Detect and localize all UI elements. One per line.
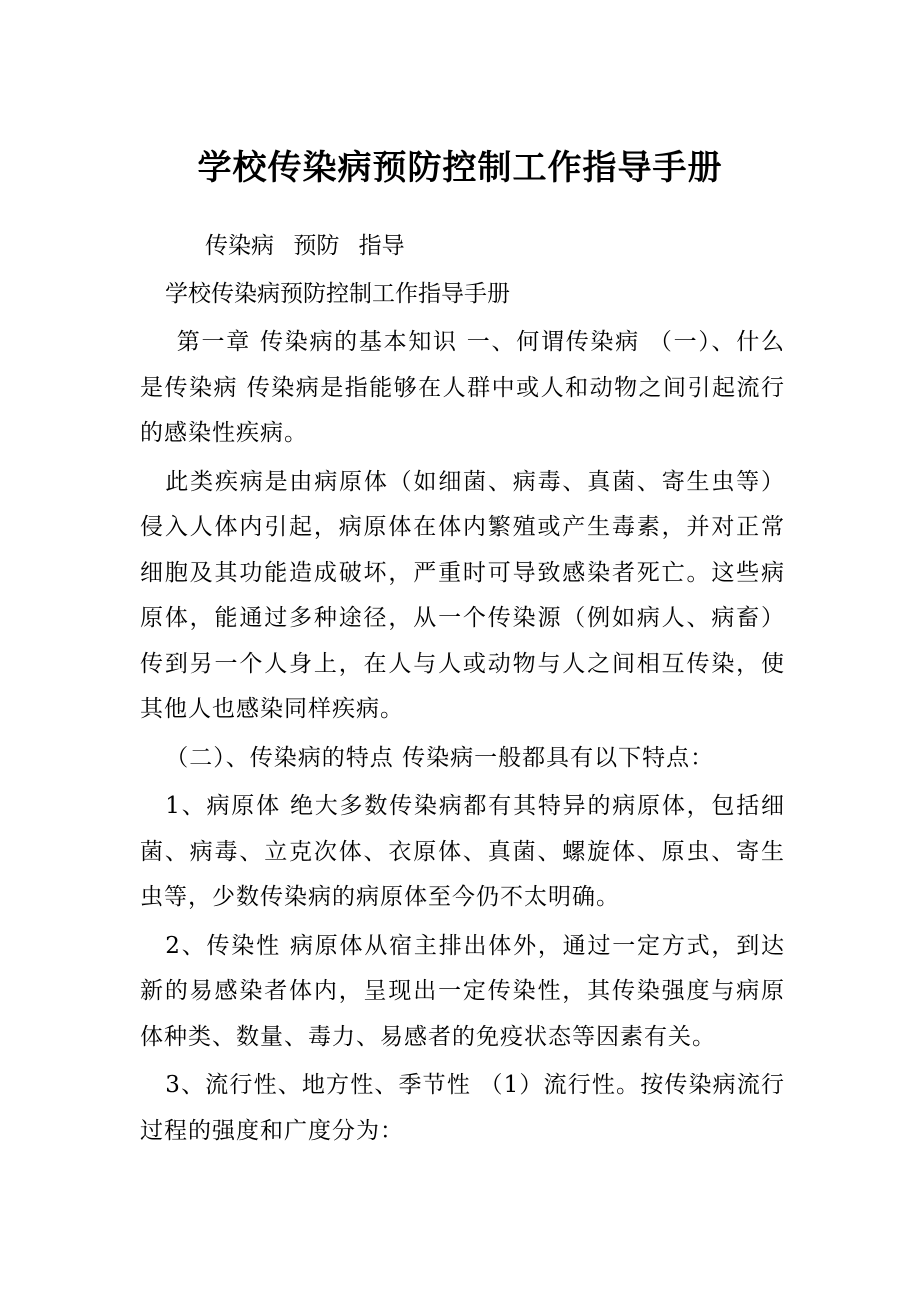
document-title: 学校传染病预防控制工作指导手册 [197, 148, 723, 188]
document-body [140, 320, 785, 1157]
paragraph: 2、传染性 病原体从宿主排出体外，通过一定方式，到达新的易感染者体内，呈现出一定传染性，其传染强度与病原体种类、数量、毒力、易感者的免疫状态等因素有关。 [140, 932, 785, 1050]
document-subtitle: 学校传染病预防控制工作指导手册 [165, 281, 510, 307]
keyword: 传染病 [205, 233, 274, 259]
paragraph: 此类疾病是由病原体（如细菌、病毒、真菌、寄生虫等）侵入人体内引起，病原体在体内繁殖或产生毒素，并对正常细胞及其功能造成破坏，严重时可导致感染者死亡。这些病原体，能通过多种途径，从一个传染源（例如病人、病畜）传到另一个人身上，在人与人或动物与人之间相互传染，使其他人也感染同样疾病。 [140, 468, 785, 722]
keyword: 指导 [358, 233, 405, 259]
paragraph: 第一章 传染病的基本知识 一、何谓传染病 （一）、什么是传染病 传染病是指能够在人群中或人和动物之间引起流行的感染性疾病。 [140, 329, 785, 446]
keyword: 预防 [293, 233, 340, 259]
paragraph: （二）、传染病的特点 传染病一般都具有以下特点： [165, 744, 715, 771]
paragraph: 1、病原体 绝大多数传染病都有其特异的病原体，包括细菌、病毒、立克次体、衣原体、真菌、螺旋体、原虫、寄生虫等，少数传染病的病原体至今仍不太明确。 [140, 793, 785, 910]
keywords-line [205, 226, 417, 266]
paragraph: 3、流行性、地方性、季节性 （1）流行性。按传染病流行过程的强度和广度分为： [140, 1072, 785, 1144]
